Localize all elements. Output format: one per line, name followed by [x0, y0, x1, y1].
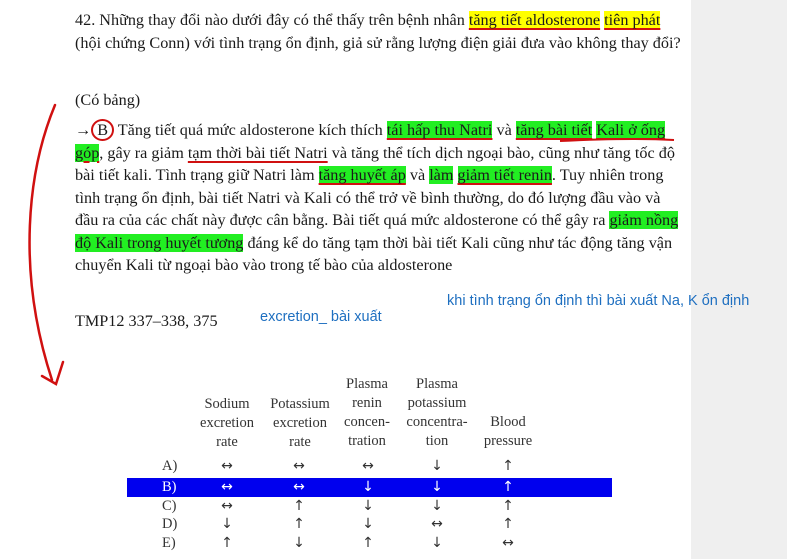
cell-potassium: ↔ — [293, 458, 305, 474]
answer-letter-circled: B — [91, 119, 114, 141]
cell-potassium: ↔ — [293, 479, 305, 495]
cell-blood-pressure: ↑ — [502, 458, 514, 474]
cell-sodium: ↓ — [221, 516, 233, 532]
row-label: B) — [162, 479, 177, 495]
cell-potassium: ↑ — [293, 516, 305, 532]
cell-renin: ↓ — [362, 498, 374, 514]
cell-renin: ↑ — [362, 535, 374, 551]
header-plasma-potassium: Plasma potassium concentra- tion — [406, 376, 468, 449]
table-row[interactable] — [160, 534, 612, 553]
highlight-hypokalemia: giảm nồng độ Kali trong huyết tương — [75, 211, 679, 252]
underline-temporary-sodium: tạm thời bài tiết Natri — [187, 143, 328, 162]
highlight-sodium-reabsorption: tái hấp thu Natri — [386, 121, 493, 139]
table-row[interactable] — [160, 497, 612, 516]
header-blood-pressure: Blood pressure — [483, 414, 533, 449]
header-sodium-excretion: Sodium excretion rate — [200, 396, 254, 450]
row-label: E) — [162, 535, 176, 551]
row-label: C) — [162, 498, 177, 514]
highlight-make: làm — [429, 166, 454, 184]
note-steady-state: khi tình trạng ổn định thì bài xuất Na, K ổn định — [447, 293, 750, 309]
highlight-primary-aldosterone: tăng tiết aldosterone — [468, 11, 601, 29]
cell-blood-pressure: ↔ — [502, 535, 514, 551]
cell-sodium: ↑ — [221, 535, 233, 551]
long-red-arrow — [30, 105, 55, 380]
highlight-collecting-duct: Kali ở ống góp — [75, 121, 666, 162]
cell-blood-pressure: ↑ — [502, 516, 514, 532]
table-row[interactable] — [160, 457, 612, 476]
row-label: A) — [162, 458, 178, 474]
cell-sodium: ↔ — [221, 458, 233, 474]
cell-potassium: ↓ — [293, 535, 305, 551]
cell-potassium: ↑ — [293, 498, 305, 514]
answer-arrow: → — [75, 121, 92, 139]
cell-blood-pressure: ↑ — [502, 498, 514, 514]
highlight-reduced-renin: giảm tiết renin — [457, 166, 552, 184]
cell-plasma-potassium: ↓ — [431, 458, 443, 474]
cell-sodium: ↔ — [221, 479, 233, 495]
long-red-arrow-head — [42, 362, 63, 384]
header-plasma-renin: Plasma renin concen- tration — [344, 376, 390, 449]
question-text: 42. Những thay đổi nào dưới đây có thể thấy trên bệnh nhân tăng tiết aldosterone tiên phát (hội chứng Conn) với tình trạng ổn định, giả sử rằng lượng điện giải đưa vào không thay đổi? — [75, 11, 681, 52]
header-potassium-excretion: Potassium excretion rate — [270, 396, 330, 450]
row-label: D) — [162, 516, 178, 532]
table-note: (Có bảng) — [75, 91, 141, 109]
cell-blood-pressure: ↑ — [502, 479, 514, 495]
cell-plasma-potassium: ↓ — [431, 479, 443, 495]
highlight-hypertension: tăng huyết áp — [318, 166, 406, 184]
cell-plasma-potassium: ↓ — [431, 498, 443, 514]
cell-sodium: ↔ — [221, 498, 233, 514]
table-row-selected[interactable] — [127, 478, 612, 497]
pen-stroke-tang-bai-tiet — [560, 139, 674, 141]
reference-citation: TMP12 337–338, 375 — [75, 312, 218, 330]
cell-renin: ↓ — [362, 479, 374, 495]
highlight-primary: tiên phát — [604, 11, 661, 29]
note-excretion: excretion_ bài xuất — [260, 309, 382, 325]
highlight-potassium-secretion: tăng bài tiết — [515, 121, 593, 139]
cell-plasma-potassium: ↓ — [431, 535, 443, 551]
cell-plasma-potassium: ↔ — [431, 516, 443, 532]
answer-explanation: → B Tăng tiết quá mức aldosterone kích thích tái hấp thu Natri và tăng bài tiết Kali ở ống góp, gây ra giảm tạm thời bài tiết Natri và tăng thể tích dịch ngoại bào, cũng như tăng tốc độ bài tiết kali. Tình trạng giữ Natri làm tăng huyết áp và làm giảm tiết renin. Tuy nhiên trong tình trạng ổn định, bài tiết Natri và Kali có thể trở về bình thường, do đó lượng đầu vào và đầu ra của các chất này được cân bằng. Bài tiết quá mức aldosterone có thể gây ra giảm nồng độ Kali trong huyết tương đáng kể do tăng tạm thời bài tiết Kali cũng như tác động tăng vận chuyển Kali từ ngoại bào vào trong tế bào của aldosterone — [75, 121, 679, 274]
cell-renin: ↓ — [362, 516, 374, 532]
table-row[interactable] — [160, 515, 612, 534]
cell-renin: ↔ — [362, 458, 374, 474]
